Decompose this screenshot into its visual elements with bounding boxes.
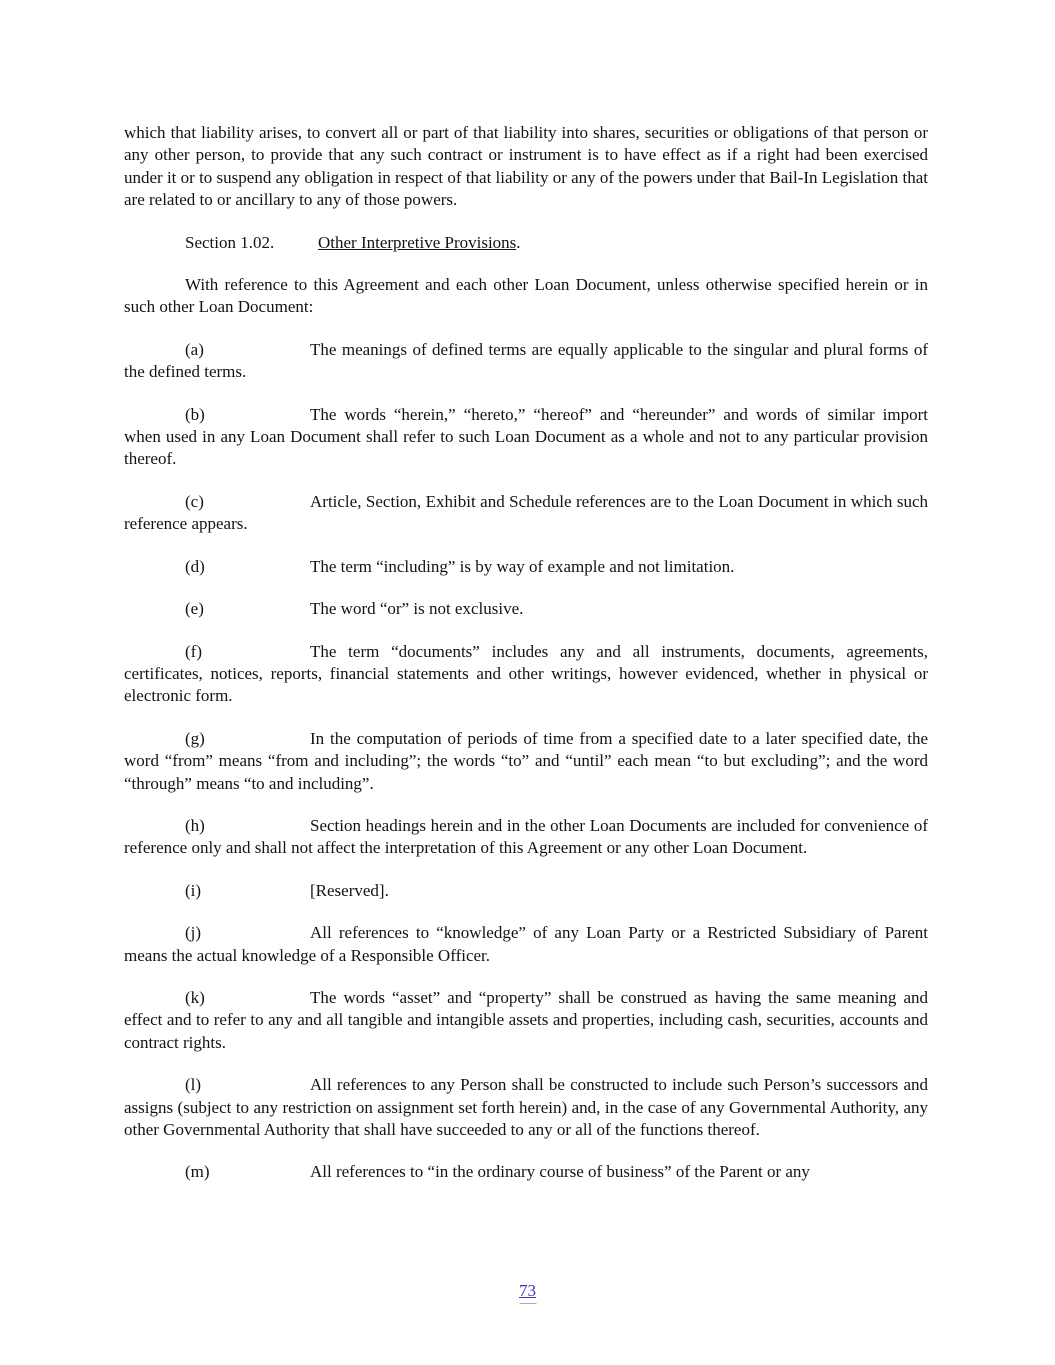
section-number: Section 1.02. — [185, 232, 275, 252]
list-item-i — [124, 880, 928, 902]
list-item-d — [124, 556, 928, 578]
page-number-link[interactable]: 73 — [519, 1280, 536, 1304]
item-text-e: The word “or” is not exclusive. — [310, 599, 524, 619]
item-text-j: All references to “knowledge” of any Loan Party or a Restricted Subsidiary of Parent means the actual knowledge of a Responsible Officer. — [124, 923, 928, 965]
item-text-f: The term “documents” includes any and all instruments, documents, agreements, certificates, notices, reports, financial statements and other writings, however evidenced, whether in physical or electronic form. — [124, 641, 928, 706]
section-title: Other Interpretive Provisions — [318, 232, 517, 252]
item-text-k: The words “asset” and “property” shall be construed as having the same meaning and effect and to refer to any and all tangible and intangible assets and properties, including cash, securities, accounts and contract rights. — [124, 987, 928, 1052]
item-label-h: (h) — [185, 815, 205, 835]
list-item-e — [124, 598, 928, 620]
list-item-g — [124, 728, 928, 795]
list-item-l — [124, 1074, 928, 1141]
item-text-i: [Reserved]. — [310, 880, 389, 900]
item-label-f: (f) — [185, 641, 202, 661]
item-text-h: Section headings herein and in the other Loan Documents are included for convenience of reference only and shall not affect the interpretation of this Agreement or any other Loan Document. — [124, 815, 928, 858]
document-body — [124, 122, 928, 1184]
item-label-i: (i) — [185, 880, 202, 900]
section-title-period: . — [516, 232, 521, 252]
item-label-b: (b) — [185, 404, 205, 424]
item-text-l: All references to any Person shall be constructed to include such Person’s successors and assigns (subject to any restriction on assignment set forth herein) and, in the case of any Governmental Authority, any other Governmental Authority that shall have succeeded to any or all of the functions thereof. — [124, 1075, 928, 1139]
item-label-a: (a) — [185, 339, 204, 359]
item-label-l: (l) — [185, 1075, 202, 1095]
list-item-a — [124, 339, 928, 384]
item-label-m: (m) — [185, 1162, 210, 1182]
item-label-e: (e) — [185, 599, 204, 619]
item-label-c: (c) — [185, 491, 204, 511]
intro-paragraph: With reference to this Agreement and each other Loan Document, unless otherwise specified herein or in such other Loan Document: — [124, 275, 928, 317]
list-item-c — [124, 491, 928, 536]
item-text-m: All references to “in the ordinary course of business” of the Parent or any — [310, 1162, 810, 1182]
item-label-j: (j) — [185, 923, 202, 943]
item-text-a: The meanings of defined terms are equally applicable to the singular and plural forms of the defined terms. — [124, 339, 928, 382]
list-item-f — [124, 641, 928, 708]
item-text-b: The words “herein,” “hereto,” “hereof” and “hereunder” and words of similar import when used in any Loan Document shall refer to such Loan Document as a whole and not to any particular provision thereof. — [124, 404, 928, 469]
paragraph-continuation: which that liability arises, to convert all or part of that liability into shares, securities or obligations of that person or any other person, to provide that any such contract or instrument is to have effect as if a right had been exercised under it or to suspend any obligation in respect of that liability or any of the powers under that Bail-In Legislation that are related to or ancillary to any of those powers. — [124, 123, 929, 210]
item-label-g: (g) — [185, 728, 205, 748]
item-label-d: (d) — [185, 556, 205, 576]
list-item-b — [124, 404, 928, 471]
list-item-k — [124, 987, 928, 1054]
item-label-k: (k) — [185, 987, 205, 1007]
list-item-j — [124, 922, 928, 967]
item-text-c: Article, Section, Exhibit and Schedule references are to the Loan Document in which such reference appears. — [124, 491, 928, 534]
list-item-h — [124, 815, 928, 860]
item-text-g: In the computation of periods of time from a specified date to a later specified date, the word “from” means “from and including”; the words “to” and “until” each mean “to but excluding”; and the word “through” means “to and including”. — [124, 728, 928, 793]
list-item-m — [124, 1161, 928, 1183]
section-heading — [185, 232, 928, 254]
item-text-d: The term “including” is by way of example and not limitation. — [310, 556, 735, 576]
